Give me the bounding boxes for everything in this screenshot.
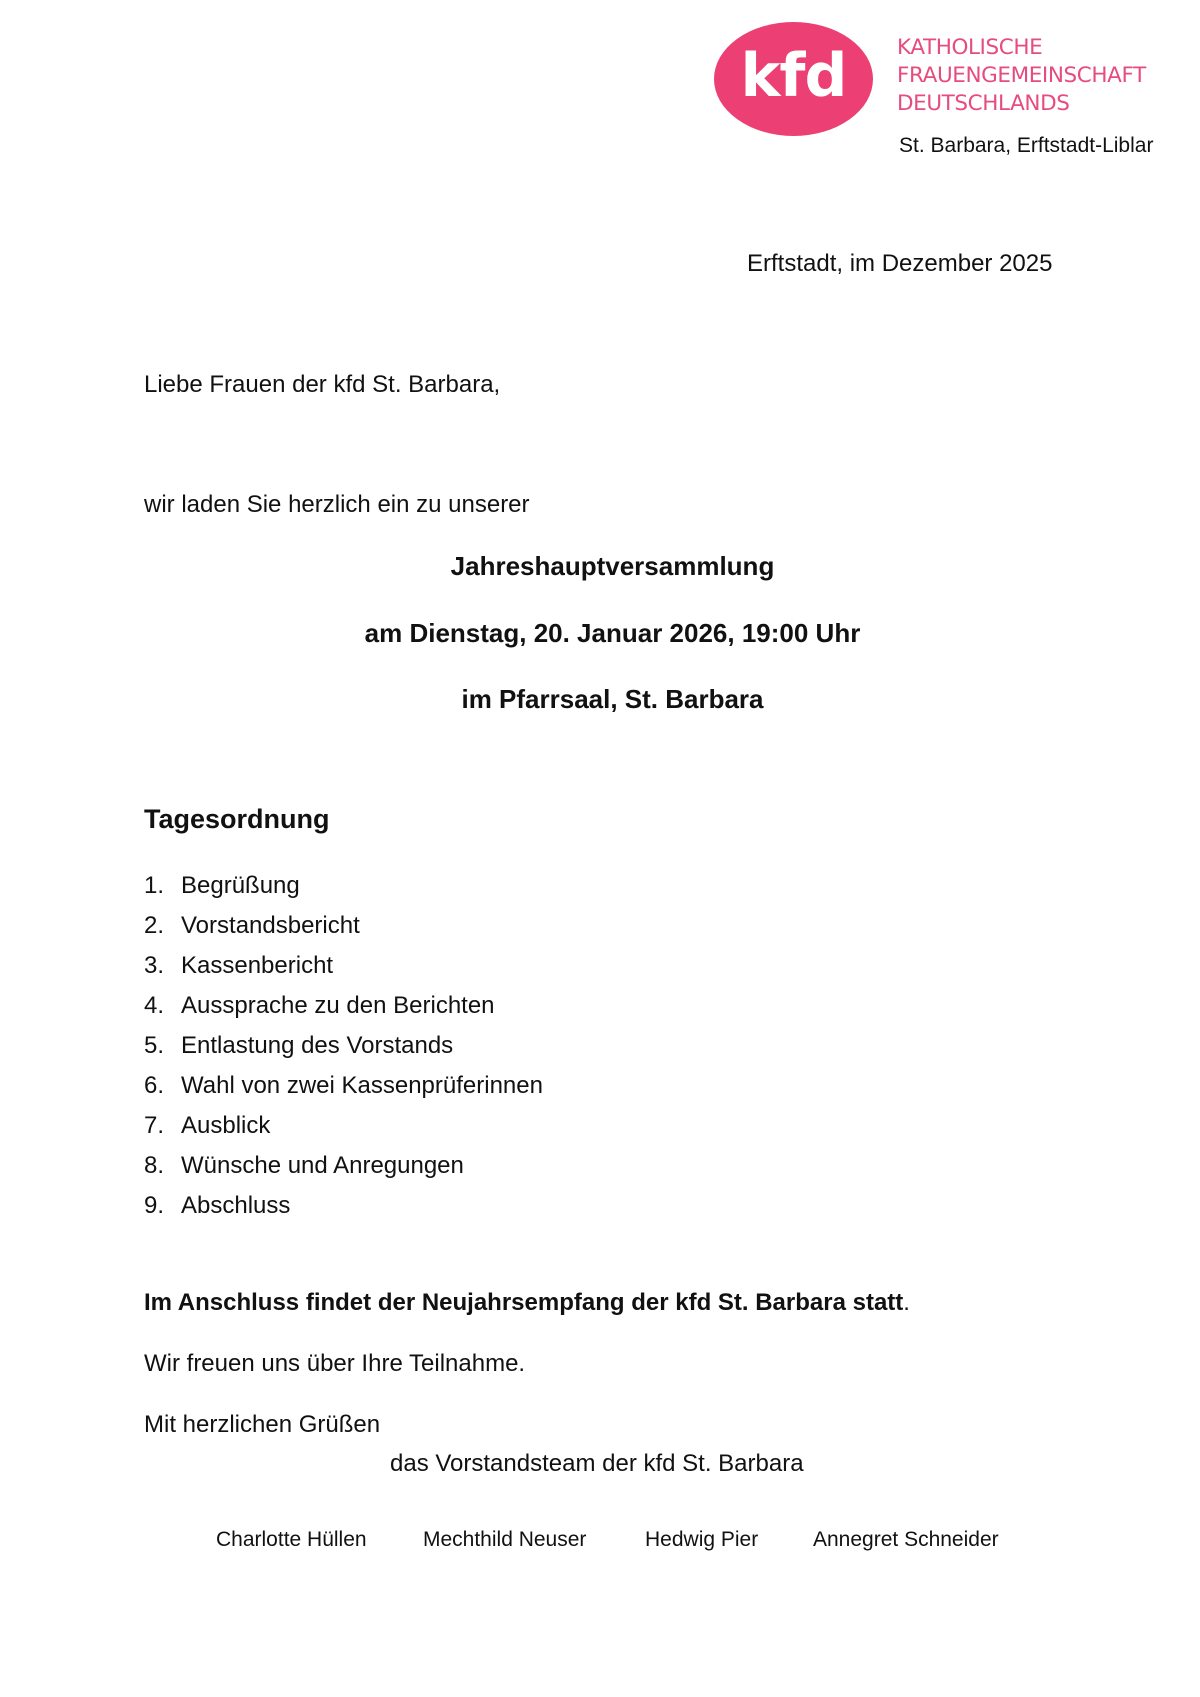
org-name-line-1: KATHOLISCHE bbox=[897, 35, 1043, 60]
agenda-item: 6. Wahl von zwei Kassenprüferinnen bbox=[144, 1072, 543, 1099]
reception-note: Im Anschluss findet der Neujahrsempfang der kfd St. Barbara statt. bbox=[144, 1289, 910, 1316]
agenda-item: 1. Begrüßung bbox=[144, 872, 300, 899]
signature-team: das Vorstandsteam der kfd St. Barbara bbox=[390, 1450, 804, 1477]
agenda-list bbox=[144, 866, 543, 1226]
event-date: am Dienstag, 20. Januar 2026, 19:00 Uhr bbox=[364, 618, 861, 648]
signer-name: Hedwig Pier bbox=[645, 1528, 759, 1551]
signer-name: Mechthild Neuser bbox=[423, 1528, 587, 1551]
agenda-item: 5. Entlastung des Vorstands bbox=[144, 1032, 454, 1059]
org-name-line-3: DEUTSCHLANDS bbox=[897, 91, 1070, 116]
closing-line: Wir freuen uns über Ihre Teilnahme. bbox=[144, 1350, 526, 1377]
parish-name: St. Barbara, Erftstadt-Liblar bbox=[899, 134, 1154, 157]
logo-text: kfd bbox=[740, 41, 847, 111]
agenda-item: 9. Abschluss bbox=[144, 1192, 291, 1219]
place-date: Erftstadt, im Dezember 2025 bbox=[747, 250, 1053, 277]
org-name-line-2: FRAUENGEMEINSCHAFT bbox=[897, 63, 1146, 88]
event-location: im Pfarrsaal, St. Barbara bbox=[461, 684, 764, 714]
agenda-item: 3. Kassenbericht bbox=[144, 952, 334, 979]
regards: Mit herzlichen Grüßen bbox=[144, 1411, 381, 1438]
salutation: Liebe Frauen der kfd St. Barbara, bbox=[144, 371, 501, 398]
agenda-item: 7. Ausblick bbox=[144, 1112, 271, 1139]
agenda-heading: Tagesordnung bbox=[144, 804, 330, 834]
agenda-item: 8. Wünsche und Anregungen bbox=[144, 1152, 464, 1179]
agenda-item: 2. Vorstandsbericht bbox=[144, 912, 360, 939]
event-title: Jahreshauptversammlung bbox=[450, 551, 775, 581]
signer-name: Annegret Schneider bbox=[813, 1528, 999, 1551]
agenda-item: 4. Aussprache zu den Berichten bbox=[144, 992, 495, 1019]
intro-text: wir laden Sie herzlich ein zu unserer bbox=[144, 491, 530, 518]
signer-name: Charlotte Hüllen bbox=[216, 1528, 367, 1551]
